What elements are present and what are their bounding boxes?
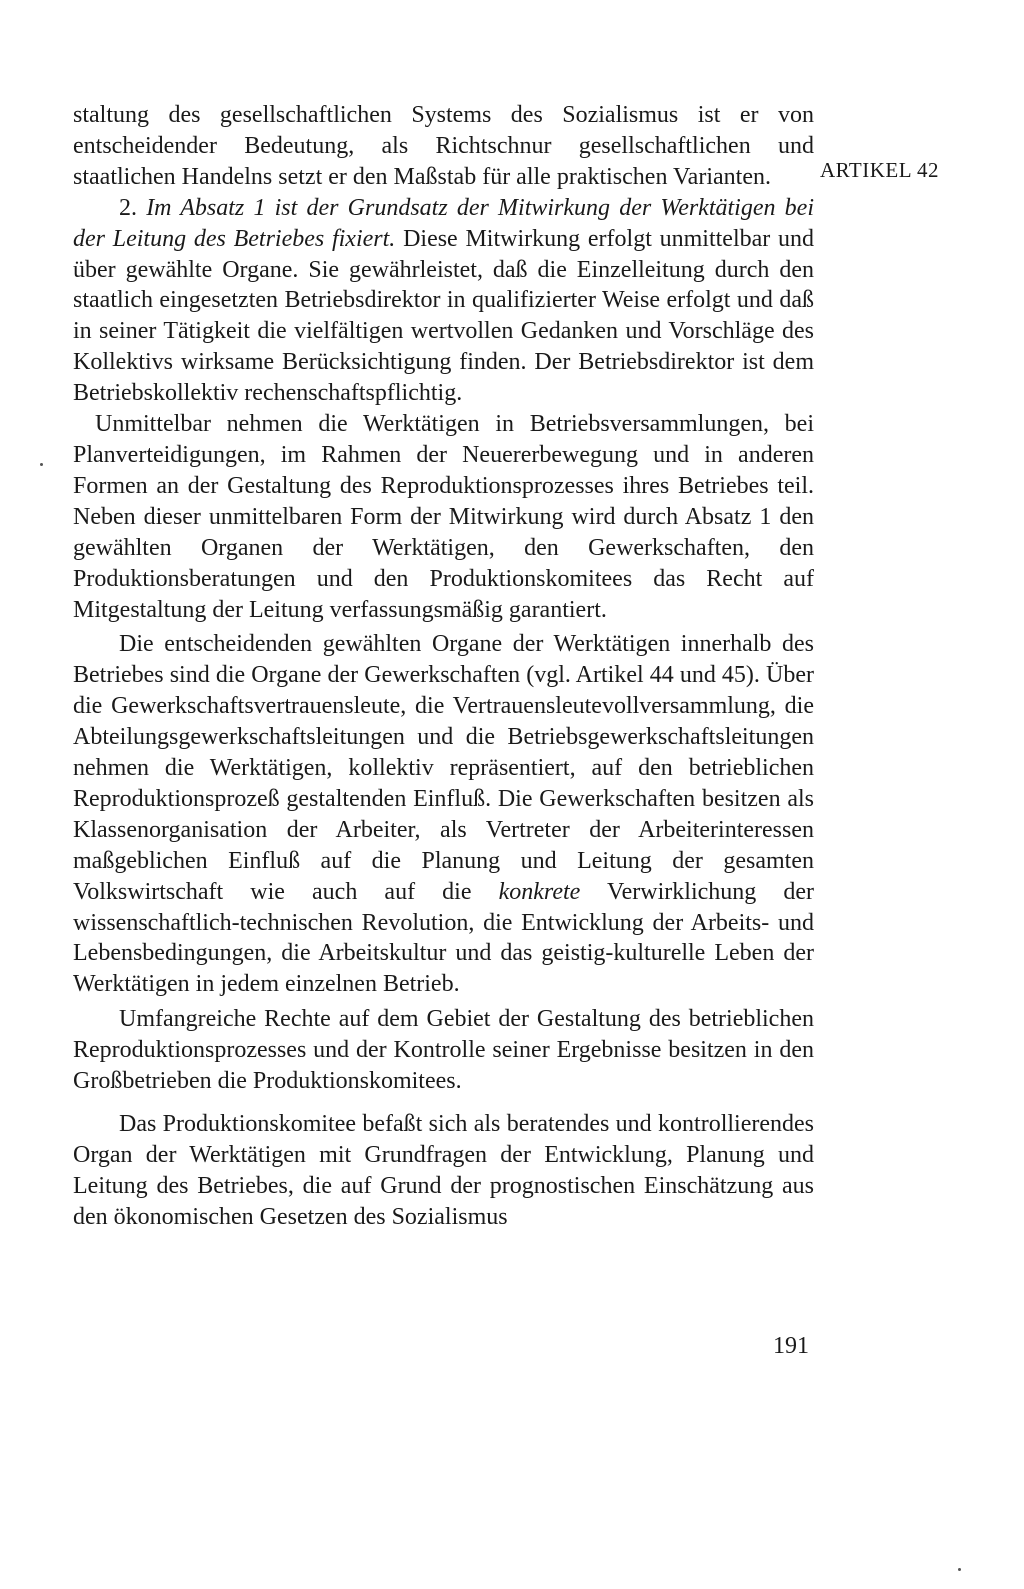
paragraph-4-italic: konkrete [498, 878, 581, 905]
paragraph-6: Das Produktionskomitee befaßt sich als beratendes und kontrollierendes Organ der Werktätigen mit Grundfragen der Entwicklung, Planung und Leitung des Betriebes, die auf Grund der prognostischen Einschätzung aus den ökonomischen Gesetzen des Sozialismus [73, 1111, 814, 1230]
margin-note-article: ARTIKEL 42 [820, 158, 940, 182]
paragraph-4-before: Die entscheidenden gewählten Organe der Werktätigen innerhalb des Betriebes sind die Organe der Gewerkschaften (vgl. Artikel 44 und 45). Über die Gewerkschaftsvertrauensleute, die Vertrauensleutevollversammlung, die Abteilungsgewerkschaftsleitungen und die Betriebsgewerkschaftsleitungen nehmen die Werktätigen, kollektiv repräsentiert, auf den betrieblichen Reproduktionsprozeß gestaltenden Einfluß. Die Gewerkschaften besitzen als Klassenorganisation der Arbeiter, als Vertreter der Arbeiterinteressen maßgeblichen Einfluß auf die Planung und Leitung der gesamten Volkswirtschaft wie auch auf die [73, 631, 814, 905]
paragraph-4-after: Verwirklichung der wissenschaftlich-technischen Revolution, die Entwicklung der Arbeits- und Lebensbedingungen, die Arbeitskultur und das geistig-kulturelle Leben der Werktätigen in jedem einzelnen Betrieb. [73, 878, 814, 998]
paper-speck [958, 1568, 961, 1571]
paragraph-2-rest: Diese Mitwirkung erfolgt unmittelbar und über gewählte Organe. Sie gewährleistet, daß die Einzelleitung durch den staatlich eingesetzten Betriebsdirektor in qualifizierter Weise erfolgt und daß in seiner Tätigkeit die vielfältigen wertvollen Gedanken und Vorschläge des Kollektivs wirksame Berücksichtigung finden. Der Betriebsdirektor ist dem Betriebskollektiv rechenschaftspflichtig. [73, 225, 815, 407]
paragraph-2-number: 2. [119, 194, 137, 221]
body-text [73, 100, 814, 1233]
paper-speck [40, 463, 43, 466]
paragraph-2 [73, 193, 814, 409]
paragraph-2-italic: Im Absatz 1 ist der Grundsatz der Mitwirkung der Werktätigen bei der Leitung des Betriebes fixiert. [73, 194, 814, 252]
page-number: 191 [773, 1333, 809, 1359]
paragraph-1: staltung des gesellschaftlichen Systems des Sozialismus ist er von entscheidender Bedeutung, als Richtschnur gesellschaftlichen und staatlichen Handelns setzt er den Maßstab für alle praktischen Varianten. [73, 102, 814, 190]
paragraph-3: Unmittelbar nehmen die Werktätigen in Betriebsversammlungen, bei Planverteidigungen, im Rahmen der Neuererbewegung und in anderen Formen an der Gestaltung des Reproduktionsprozesses ihres Betriebes teil. Neben dieser unmittelbaren Form der Mitwirkung wird durch Absatz 1 den gewählten Organen der Werktätigen, den Gewerkschaften, den Produktionsberatungen und den Produktionskomitees das Recht auf Mitgestaltung der Leitung verfassungsmäßig garantiert. [73, 411, 814, 623]
paragraph-5: Umfangreiche Rechte auf dem Gebiet der Gestaltung des betrieblichen Reproduktionsprozesses und der Kontrolle seiner Ergebnisse besitzen in den Großbetrieben die Produktionskomitees. [73, 1006, 814, 1095]
paragraph-4 [73, 629, 814, 1000]
